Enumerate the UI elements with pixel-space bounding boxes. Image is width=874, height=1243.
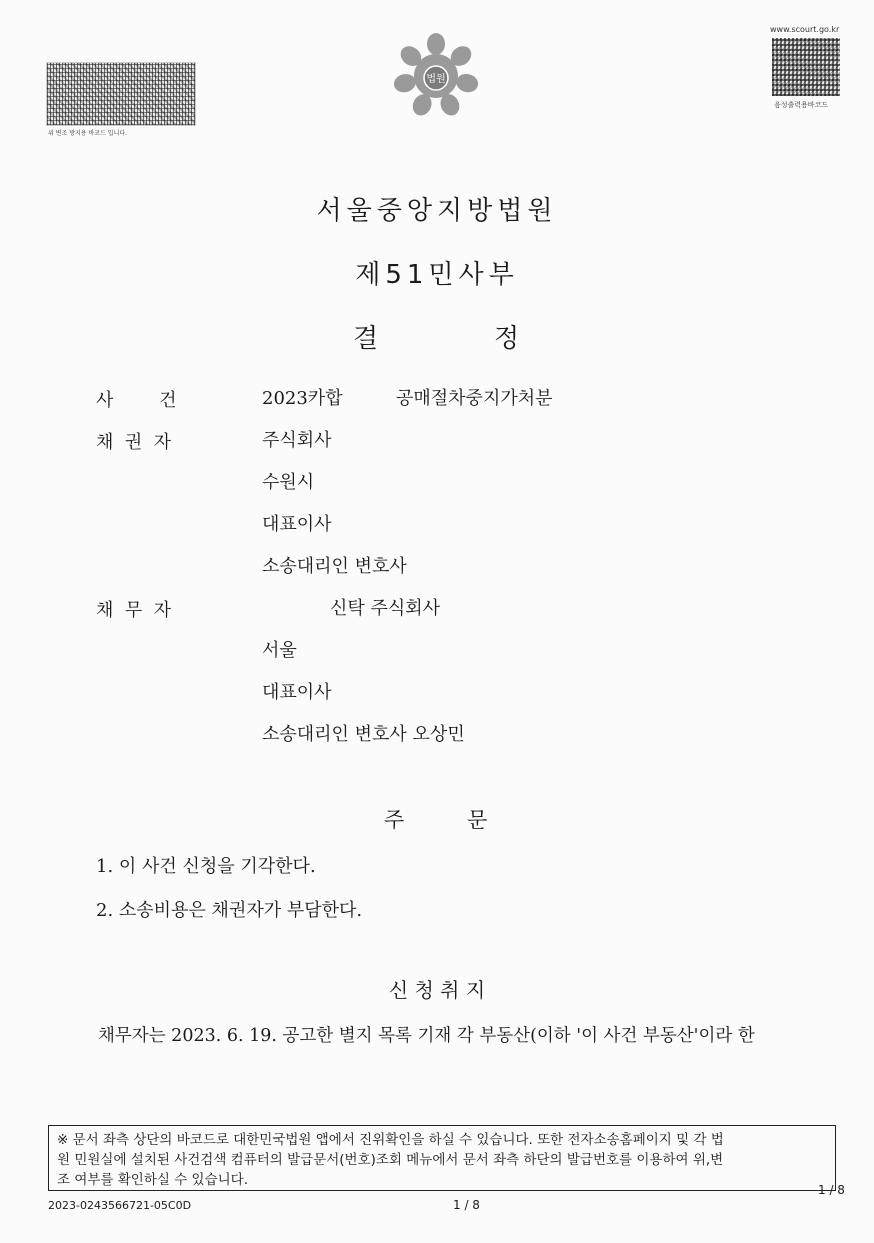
- authenticity-barcode: [46, 62, 196, 126]
- barcode-caption: 위 변조 방지용 바코드 입니다.: [48, 130, 128, 137]
- order-item-2: 2. 소송비용은 채권자가 부담한다.: [96, 900, 363, 921]
- debtor-representative: 대표이사: [262, 682, 332, 703]
- case-number: 2023카합: [262, 388, 343, 409]
- creditor-address: 수원시: [262, 472, 315, 493]
- order-item-1: 1. 이 사건 신청을 기각한다.: [96, 856, 316, 877]
- order-heading-right: 문: [467, 808, 488, 832]
- creditor-label: 채 권 자: [96, 432, 172, 453]
- division-name: 제51민사부: [355, 260, 519, 290]
- notice-line-1: ※ 문서 좌측 상단의 바코드로 대한민국법원 앱에서 진위확인을 하실 수 있습니다. 또한 전자소송홈페이지 및 각 법: [57, 1132, 724, 1148]
- debtor-address: 서울: [262, 640, 297, 661]
- court-emblem-icon: [392, 32, 480, 120]
- creditor-attorney: 소송대리인 변호사: [262, 556, 407, 577]
- debtor-company: 신탁 주식회사: [330, 598, 441, 619]
- case-label: 사 건: [96, 390, 177, 411]
- order-heading-left: 주: [384, 808, 405, 832]
- emblem-label: 법원: [426, 74, 446, 85]
- creditor-company: 주식회사: [262, 430, 332, 451]
- creditor-representative: 대표이사: [262, 514, 332, 535]
- audio-barcode-caption: 음성출력용바코드: [774, 101, 829, 109]
- notice-line-2: 원 민원실에 설치된 사건검색 컴퓨터의 발급문서(번호)조회 메뉴에서 문서 좌측 하단의 발급번호를 이용하여 위,변: [57, 1152, 724, 1168]
- court-name: 서울중앙지방법원: [316, 196, 558, 226]
- page-number: 1 / 8: [453, 1198, 480, 1212]
- debtor-attorney: 소송대리인 변호사 오상민: [262, 724, 465, 745]
- issue-number: 2023-0243566721-05C0D: [48, 1199, 192, 1212]
- document-type-right: 정: [494, 324, 520, 354]
- document-type-left: 결: [353, 324, 379, 354]
- application-text: 채무자는 2023. 6. 19. 공고한 별지 목록 기재 각 부동산(이하 '이 사건 부동산'이라 한: [98, 1026, 755, 1046]
- notice-line-3: 조 여부를 확인하실 수 있습니다.: [57, 1172, 248, 1188]
- page-number-right: 1 / 8: [818, 1183, 845, 1197]
- case-name: 공매절차중지가처분: [396, 388, 553, 409]
- court-url: www.scourt.go.kr: [770, 25, 840, 34]
- debtor-label: 채 무 자: [96, 600, 172, 621]
- verification-notice: [48, 1125, 836, 1191]
- application-heading: 신 청 취 지: [388, 978, 486, 1002]
- audio-barcode: [772, 38, 840, 96]
